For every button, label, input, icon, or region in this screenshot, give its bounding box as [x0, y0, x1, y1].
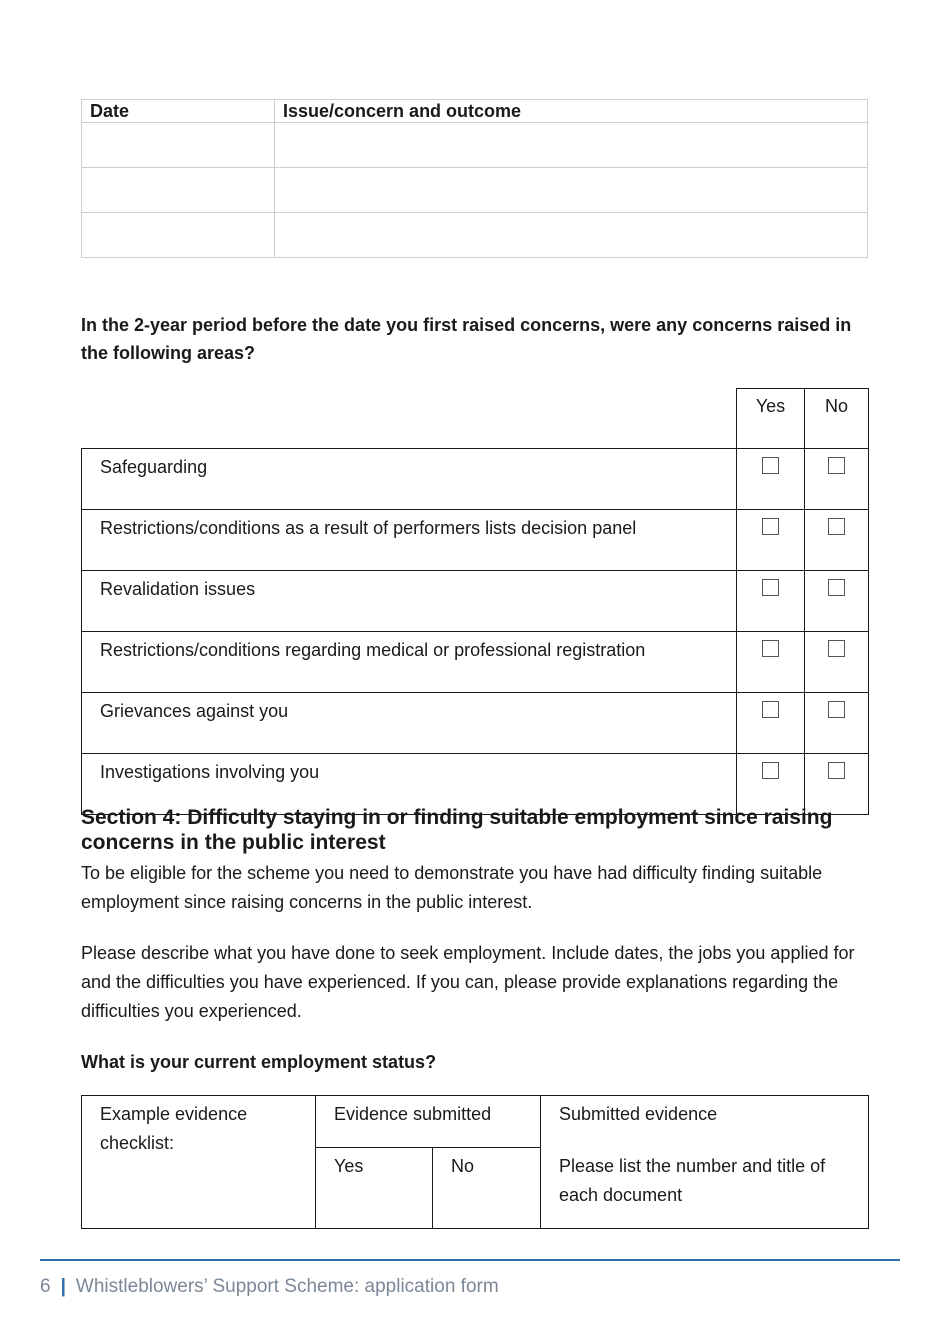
concerns-question: In the 2-year period before the date you first raised concerns, were any concerns raised in the following areas?	[81, 315, 852, 363]
blank-cell	[82, 389, 737, 449]
page-footer	[40, 1276, 499, 1298]
footer-divider	[40, 1259, 900, 1261]
document-title: Whistleblowers’ Support Scheme: application form	[75, 1276, 499, 1297]
yes-header: Yes	[737, 389, 805, 449]
date-cell[interactable]	[82, 213, 275, 258]
yes-checkbox[interactable]	[762, 457, 779, 474]
table-row	[82, 449, 869, 510]
date-cell[interactable]	[82, 168, 275, 213]
no-checkbox[interactable]	[828, 762, 845, 779]
yes-checkbox[interactable]	[762, 579, 779, 596]
date-cell[interactable]	[82, 123, 275, 168]
issue-cell[interactable]	[275, 123, 868, 168]
concerns-table	[81, 388, 869, 815]
table-row	[82, 168, 868, 213]
table-header-row	[82, 389, 869, 449]
table-header-row	[82, 1096, 869, 1148]
describe-paragraph: Please describe what you have done to seek employment. Include dates, the jobs you applied for and the difficulties you have experienced. If you can, please provide explanations regarding the difficulties you experienced.	[81, 943, 855, 1021]
evidence-table	[81, 1095, 869, 1229]
table-header-row	[82, 100, 868, 123]
concern-label: Revalidation issues	[82, 571, 737, 632]
date-header: Date	[82, 100, 275, 123]
yes-checkbox[interactable]	[762, 518, 779, 535]
no-header: No	[805, 389, 869, 449]
issue-cell[interactable]	[275, 213, 868, 258]
list-hint: Please list the number and title of each document	[541, 1148, 869, 1229]
table-row	[82, 693, 869, 754]
table-row	[82, 571, 869, 632]
footer-separator: |	[60, 1276, 66, 1297]
evidence-submitted-header: Evidence submitted	[316, 1096, 541, 1148]
yes-column-header: Yes	[316, 1148, 433, 1229]
issue-header: Issue/concern and outcome	[275, 100, 868, 123]
table-row	[82, 510, 869, 571]
section-4-heading: Section 4: Difficulty staying in or finding suitable employment since raising concerns in the public interest	[81, 806, 833, 854]
page-number: 6	[40, 1276, 51, 1297]
yes-checkbox[interactable]	[762, 640, 779, 657]
eligibility-paragraph: To be eligible for the scheme you need to demonstrate you have had difficulty finding suitable employment since raising concerns in the public interest.	[81, 863, 823, 912]
issues-table	[81, 99, 868, 258]
issue-cell[interactable]	[275, 168, 868, 213]
employment-status-question: What is your current employment status?	[81, 1052, 437, 1072]
no-checkbox[interactable]	[828, 457, 845, 474]
no-checkbox[interactable]	[828, 701, 845, 718]
submitted-evidence-header: Submitted evidence	[541, 1096, 869, 1148]
table-row	[82, 123, 868, 168]
table-row	[82, 632, 869, 693]
concern-label: Safeguarding	[82, 449, 737, 510]
concern-label: Restrictions/conditions as a result of performers lists decision panel	[82, 510, 737, 571]
checklist-cell: Example evidence checklist:	[82, 1096, 316, 1229]
no-checkbox[interactable]	[828, 579, 845, 596]
concern-label: Grievances against you	[82, 693, 737, 754]
concern-label: Investigations involving you	[82, 754, 737, 815]
yes-checkbox[interactable]	[762, 701, 779, 718]
no-column-header: No	[433, 1148, 541, 1229]
yes-checkbox[interactable]	[762, 762, 779, 779]
concern-label: Restrictions/conditions regarding medical or professional registration	[82, 632, 737, 693]
no-checkbox[interactable]	[828, 518, 845, 535]
no-checkbox[interactable]	[828, 640, 845, 657]
table-row	[82, 213, 868, 258]
